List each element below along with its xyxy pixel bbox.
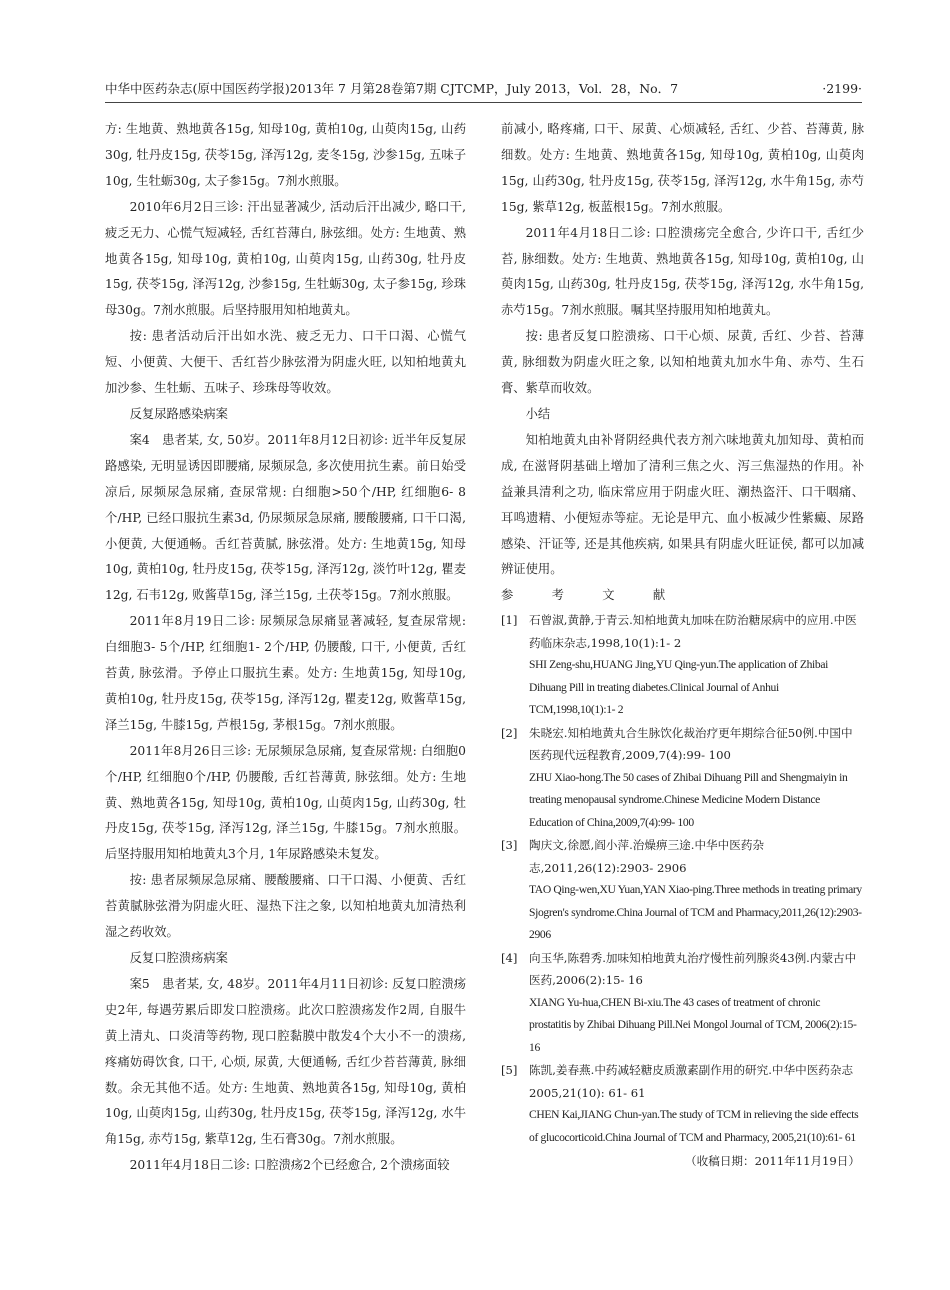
reference-english: SHI Zeng-shu,HUANG Jing,YU Qing-yun.The application of Zhibai Dihuang Pill in treating diabetes.Clinical Journal of Anhui TCM,1998,10(1):1- 2: [529, 658, 829, 717]
right-column: [501, 117, 864, 1173]
left-column: [105, 117, 466, 1179]
reference-chinese: 陈凯,姜春燕.中药减轻糖皮质激素副作用的研究.中华中医药杂志 2005,21(10): 61- 61: [529, 1063, 854, 1100]
paragraph: 案4 患者某, 女, 50岁。2011年8月12日初诊: 近半年反复尿路感染, 无明显诱因即腰痛, 尿频尿急, 多次使用抗生素。前日始受凉后, 尿频尿急尿痛, 查尿常规: 白细胞>50个/HP, 红细胞6- 8个/HP, 已经口服抗生素3d, 仍尿频尿急尿痛, 腰酸腰痛, 口干口渴, 小便黄, 大便通畅。舌红苔黄腻, 脉弦滑。处方: 生地黄15g, 知母10g, 黄柏10g, 牡丹皮15g, 茯苓15g, 泽泻12g, 淡竹叶12g, 瞿麦12g, 石韦12g, 败酱草15g, 泽兰15g, 土茯苓15g。7剂水煎服。: [105, 432, 466, 603]
paragraph: 方: 生地黄、熟地黄各15g, 知母10g, 黄柏10g, 山萸肉15g, 山药30g, 牡丹皮15g, 茯苓15g, 泽泻12g, 麦冬15g, 沙参15g, 五味子10g, 生牡蛎30g, 太子参15g。7剂水煎服。: [105, 122, 466, 188]
paragraph: 2011年8月19日二诊: 尿频尿急尿痛显著减轻, 复查尿常规: 白细胞3- 5个/HP, 红细胞1- 2个/HP, 仍腰酸, 口干, 小便黄, 舌红苔黄, 脉弦滑。予停止口服抗生素。处方: 生地黄15g, 知母10g, 黄柏10g, 牡丹皮15g, 茯苓15g, 泽泻12g, 瞿麦12g, 败酱草15g, 泽兰15g, 牛膝15g, 芦根15g, 茅根15g。7剂水煎服。: [105, 614, 466, 732]
page-number: ·2199·: [822, 81, 862, 96]
reference-english: TAO Qing-wen,XU Yuan,YAN Xiao-ping.Three methods in treating primary Sjogren's syndrome.China Journal of TCM and Pharmacy,2011,26(12):2903- 2906: [529, 883, 862, 942]
reference-english: CHEN Kai,JIANG Chun-yan.The study of TCM in relieving the side effects of glucocorticoid.China Journal of TCM and Pharmacy, 2005,21(10):61- 61: [529, 1108, 859, 1144]
journal-citation: 中华中医药杂志(原中国医药学报)2013年 7 月第28卷第7期 CJTCMP，July 2013，Vol．28，No．7: [105, 81, 679, 96]
reference-chinese: 向玉华,陈碧秀.加味知柏地黄丸治疗慢性前列腺炎43例.内蒙古中医药,2006(2):15- 16: [529, 950, 857, 988]
paragraph: 案5 患者某, 女, 48岁。2011年4月11日初诊: 反复口腔溃疡史2年, 每遇劳累后即发口腔溃疡。此次口腔溃疡发作2周, 自服牛黄上清丸、口炎清等药物, 现口腔黏膜中散发4个大小不一的溃疡, 疼痛妨碍饮食, 口干, 心烦, 尿黄, 大便通畅, 舌红少苔苔薄黄, 脉细数。余无其他不适。处方: 生地黄、熟地黄各15g, 知母10g, 黄柏10g, 山萸肉15g, 山药30g, 牡丹皮15g, 茯苓15g, 泽泻12g, 水牛角15g, 赤芍15g, 紫草12g, 生石膏30g。7剂水煎服。: [105, 976, 466, 1147]
paragraph: 知柏地黄丸由补肾阴经典代表方剂六味地黄丸加知母、黄柏而成, 在滋肾阴基础上增加了清利三焦之火、泻三焦湿热的作用。补益兼具清利之功, 临床常应用于阴虚火旺、潮热盗汗、口干咽痛、耳鸣遗精、小便短赤等症。无论是甲亢、血小板减少性紫癜、尿路感染、汗证等, 还是其他疾病, 如果具有阴虚火旺证侯, 都可以加减辨证使用。: [501, 432, 864, 577]
paragraph: 按: 患者尿频尿急尿痛、腰酸腰痛、口干口渴、小便黄、舌红苔黄腻脉弦滑为阴虚火旺、湿热下注之象, 以知柏地黄丸加清热利湿之药收效。: [105, 873, 466, 940]
reference-chinese: 石曾淑,黄静,于青云.知柏地黄丸加味在防治糖尿病中的应用.中医药临床杂志,1998,10(1):1- 2: [529, 613, 857, 650]
reference-number: [2]: [501, 725, 518, 740]
references-title: 参 考 文 献: [501, 588, 683, 603]
right-column-body: [501, 117, 864, 583]
paragraph: 2011年8月26日三诊: 无尿频尿急尿痛, 复查尿常规: 白细胞0个/HP, 红细胞0个/HP, 仍腰酸, 舌红苔薄黄, 脉弦细。处方: 生地黄、熟地黄各15g, 知母10g, 黄柏10g, 山萸肉15g, 山药30g, 牡丹皮15g, 茯苓15g, 泽泻12g, 泽兰15g, 牛膝15g。7剂水煎服。后坚持服用知柏地黄丸3个月, 1年尿路感染未复发。: [105, 743, 466, 862]
section-heading: 反复口腔溃疡病案: [129, 951, 228, 965]
reference-number: [3]: [501, 838, 518, 853]
running-header: [105, 78, 862, 103]
reference-item: [501, 834, 864, 947]
reference-number: [4]: [501, 950, 518, 965]
reference-chinese: 朱晓宏.知柏地黄丸合生脉饮化裁治疗更年期综合征50例.中国中医药现代远程教育,2009,7(4):99- 100: [529, 725, 853, 763]
section-heading: 反复尿路感染病案: [129, 406, 228, 421]
reference-item: [501, 1059, 864, 1149]
section-heading: 小结: [525, 406, 551, 421]
reference-item: [501, 609, 864, 722]
reference-number: [1]: [501, 613, 518, 628]
paragraph: 2011年4月18日二诊: 口腔溃疡完全愈合, 少许口干, 舌红少苔, 脉细数。处方: 生地黄、熟地黄各15g, 知母10g, 黄柏10g, 山萸肉15g, 山药30g, 牡丹皮15g, 茯苓15g, 泽泻12g, 水牛角15g, 赤芍15g。7剂水煎服。嘱其坚持服用知柏地黄丸。: [501, 225, 864, 318]
paragraph: 前减小, 略疼痛, 口干、尿黄、心烦减轻, 舌红、少苔、苔薄黄, 脉细数。处方: 生地黄、熟地黄各15g, 知母10g, 黄柏10g, 山萸肉15g, 山药30g, 牡丹皮15g, 茯苓15g, 泽泻12g, 水牛角15g, 赤芍15g, 紫草12g, 板蓝根15g。7剂水煎服。: [501, 122, 864, 214]
reference-english: ZHU Xiao-hong.The 50 cases of Zhibai Dihuang Pill and Shengmaiyin in treating menopausal syndrome.Chinese Medicine Modern Distance Education of China,2009,7(4):99- 100: [529, 770, 848, 829]
reference-number: [5]: [501, 1063, 518, 1078]
received-date: （收稿日期：2011年11月19日）: [685, 1154, 860, 1169]
paragraph: 按: 患者反复口腔溃疡、口干心烦、尿黄, 舌红、少苔、苔薄黄, 脉细数为阴虚火旺之象, 以知柏地黄丸加水牛角、赤芍、生石膏、紫草而收效。: [501, 329, 864, 396]
reference-item: [501, 947, 864, 1060]
reference-chinese: 陶庆文,徐愿,阎小萍.治燥痹三途.中华中医药杂志,2011,26(12):2903- 2906: [529, 838, 765, 875]
reference-list: [501, 609, 864, 1149]
reference-english: XIANG Yu-hua,CHEN Bi-xiu.The 43 cases of treatment of chronic prostatitis by Zhibai Dihuang Pill.Nei Mongol Journal of TCM, 2006(2):15- 16: [529, 995, 857, 1054]
paragraph: 2011年4月18日二诊: 口腔溃疡2个已经愈合, 2个溃疡面较: [129, 1158, 450, 1173]
reference-item: [501, 722, 864, 835]
paragraph: 按: 患者活动后汗出如水洗、疲乏无力、口干口渴、心慌气短、小便黄、大便干、舌红苔少脉弦滑为阴虚火旺, 以知柏地黄丸加沙参、生牡蛎、五味子、珍珠母等收效。: [105, 329, 466, 396]
paragraph: 2010年6月2日三诊: 汗出显著减少, 活动后汗出减少, 略口干, 疲乏无力、心慌气短减轻, 舌红苔薄白, 脉弦细。处方: 生地黄、熟地黄各15g, 知母10g, 黄柏10g, 山萸肉15g, 山药30g, 牡丹皮15g, 茯苓15g, 泽泻12g, 沙参15g, 生牡蛎30g, 太子参15g, 珍珠母30g。7剂水煎服。后坚持服用知柏地黄丸。: [105, 199, 466, 318]
